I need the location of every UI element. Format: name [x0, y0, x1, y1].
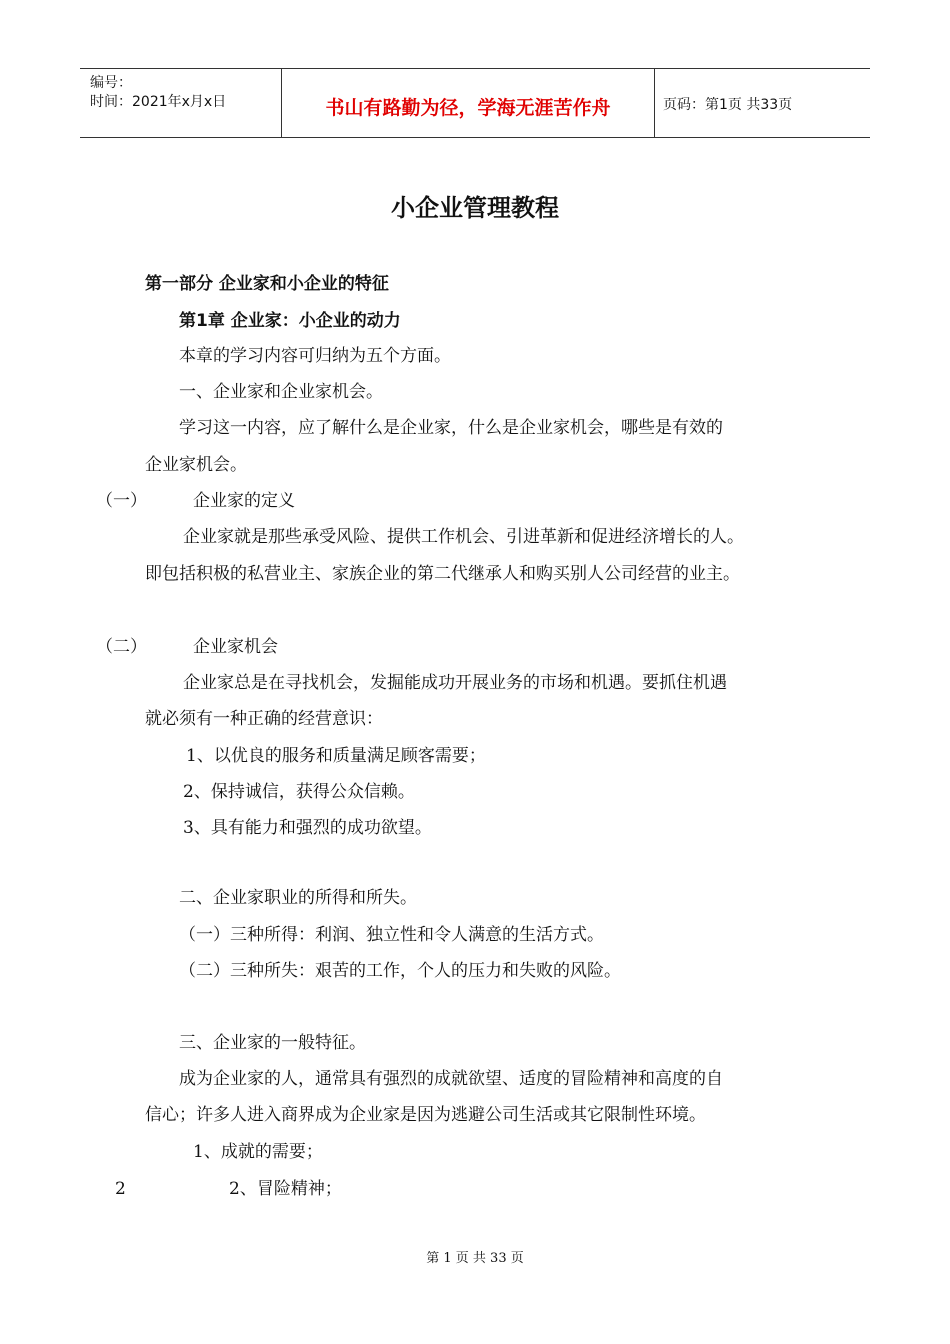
- subsection-number: （一）: [96, 491, 147, 511]
- header-time-label: 时间：2021年x月x日: [90, 94, 227, 110]
- list-item: 2、保持诚信，获得公众信赖。: [183, 782, 415, 802]
- section-heading: 二、企业家职业的所得和所失。: [179, 888, 417, 908]
- section-heading: 三、企业家的一般特征。: [179, 1033, 366, 1053]
- list-item: 1、以优良的服务和质量满足顾客需要；: [186, 746, 486, 766]
- paragraph-line: 本章的学习内容可归纳为五个方面。: [179, 346, 451, 366]
- header-motto: 书山有路勤为径，学海无涯苦作舟: [325, 97, 611, 119]
- list-item: 1、成就的需要；: [193, 1142, 323, 1162]
- header-page-cell: [655, 69, 870, 137]
- list-item: （二）三种所失：艰苦的工作，个人的压力和失败的风险。: [179, 961, 621, 981]
- list-item: 3、具有能力和强烈的成功欲望。: [183, 818, 432, 838]
- margin-number: 2: [115, 1179, 126, 1199]
- paragraph-line: 即包括积极的私营业主、家族企业的第二代继承人和购买别人公司经营的业主。: [145, 564, 740, 584]
- paragraph-line: 学习这一内容，应了解什么是企业家，什么是企业家机会，哪些是有效的: [179, 418, 723, 438]
- subsection-number: （二）: [96, 637, 147, 657]
- subsection-heading: 企业家的定义: [193, 491, 295, 511]
- chapter-heading: 第1章 企业家：小企业的动力: [179, 311, 401, 331]
- paragraph-line: 企业家机会。: [145, 455, 247, 475]
- list-item: （一）三种所得：利润、独立性和令人满意的生活方式。: [179, 925, 604, 945]
- paragraph-line: 就必须有一种正确的经营意识：: [145, 709, 383, 729]
- page-footer: 第 1 页 共 33 页: [426, 1251, 524, 1266]
- document-title: 小企业管理教程: [391, 194, 559, 222]
- subsection-heading: 企业家机会: [193, 637, 278, 657]
- header-motto-cell: [282, 69, 655, 137]
- paragraph-line: 成为企业家的人，通常具有强烈的成就欲望、适度的冒险精神和高度的自: [179, 1069, 723, 1089]
- page-header-table: [80, 68, 870, 138]
- header-page-info: 页码：第1页 共33页: [663, 97, 793, 113]
- paragraph-line: 企业家总是在寻找机会，发掘能成功开展业务的市场和机遇。要抓住机遇: [183, 673, 727, 693]
- header-info-cell: [80, 69, 282, 137]
- paragraph-line: 信心；许多人进入商界成为企业家是因为逃避公司生活或其它限制性环境。: [145, 1105, 706, 1125]
- header-number-label: 编号：: [90, 75, 132, 91]
- list-item: 2、冒险精神；: [229, 1179, 342, 1199]
- section-heading: 一、企业家和企业家机会。: [179, 382, 383, 402]
- part-heading: 第一部分 企业家和小企业的特征: [145, 274, 389, 294]
- paragraph-line: 企业家就是那些承受风险、提供工作机会、引进革新和促进经济增长的人。: [183, 527, 744, 547]
